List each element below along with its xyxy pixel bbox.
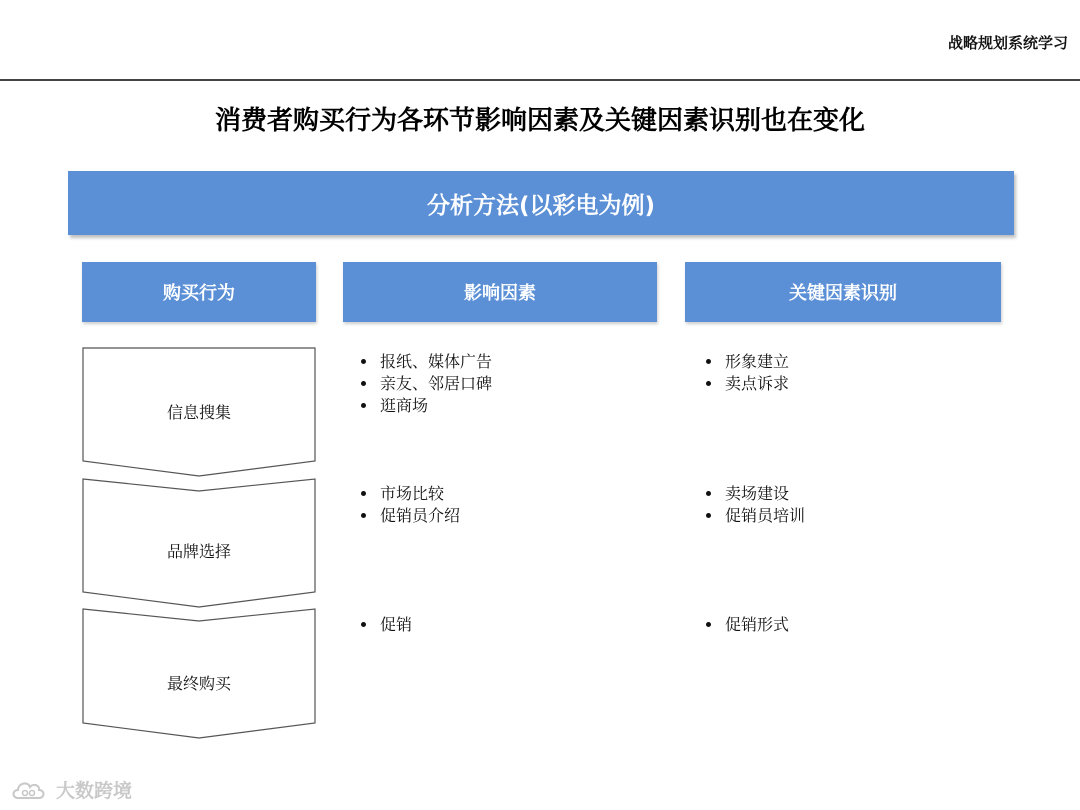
slide-title: 消费者购买行为各环节影响因素及关键因素识别也在变化 [214,106,865,136]
list-item: • 卖点诉求 [723,373,789,395]
list-item: • 亲友、邻居口碑 [378,373,492,395]
watermark-text: 大数跨境 [56,780,133,802]
column-header-behavior [82,262,316,322]
list-item: • 促销形式 [723,614,789,636]
factors-list-final-purchase [356,614,412,636]
list-item: • 报纸、媒体广告 [378,351,492,373]
method-banner-label: 分析方法(以彩电为例) [426,192,656,219]
method-banner [68,171,1014,235]
column-header-behavior-label: 购买行为 [163,283,235,304]
key-factors-list-brand-selection [701,483,805,527]
factors-list-info-search [356,351,492,417]
watermark [10,776,132,803]
list-item: • 促销员培训 [723,505,805,527]
step-chevron-final-purchase [82,608,316,739]
key-factors-list-final-purchase [701,614,789,636]
header-divider [0,79,1080,81]
series-title: 战略规划系统学习 [947,34,1068,52]
key-factors-list-info-search [701,351,789,395]
list-item: • 市场比较 [378,483,460,505]
step-label: 信息搜集 [166,403,231,422]
column-header-factors [343,262,657,322]
factors-list-brand-selection [356,483,460,527]
list-item: • 逛商场 [378,395,492,417]
list-item: • 卖场建设 [723,483,805,505]
column-header-factors-label: 影响因素 [464,283,536,304]
list-item: • 促销员介绍 [378,505,460,527]
list-item: • 形象建立 [723,351,789,373]
step-label: 最终购买 [166,674,231,693]
column-header-key-factors [685,262,1001,322]
column-header-key-factors-label: 关键因素识别 [789,283,897,304]
list-item: • 促销 [378,614,412,636]
step-label: 品牌选择 [166,542,231,561]
step-chevron-info-search [82,347,316,477]
step-chevron-brand-selection [82,478,316,608]
cloud-logo-icon [10,778,50,802]
